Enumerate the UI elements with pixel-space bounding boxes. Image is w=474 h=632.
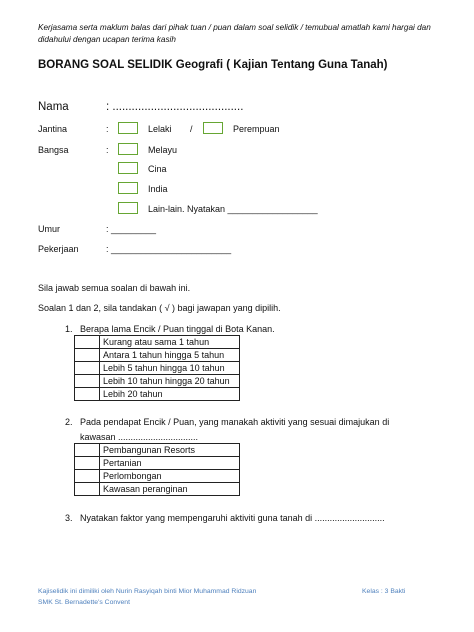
option-label: Perlombongan <box>100 470 240 483</box>
footer-owner: Kajiselidik ini dimiliki oleh Nurin Rasyiqah binti Mior Muhammad Ridzuan <box>38 588 257 595</box>
answer-cell[interactable] <box>75 362 100 375</box>
option-label: Lebih 20 tahun <box>100 388 240 401</box>
answer-cell[interactable] <box>75 388 100 401</box>
bangsa-colon: : <box>106 145 109 155</box>
footer-school: SMK St. Bernadette's Convent <box>38 599 130 606</box>
option-perempuan: Perempuan <box>233 124 280 134</box>
bangsa-label: Bangsa <box>38 145 69 155</box>
option-lelaki: Lelaki <box>148 124 172 134</box>
table-row <box>75 349 240 362</box>
option-label: Lebih 10 tahun hingga 20 tahun <box>100 375 240 388</box>
answer-cell[interactable] <box>75 349 100 362</box>
pekerjaan-input[interactable]: : ________________________ <box>106 244 232 254</box>
question-1-number: 1. <box>65 324 73 334</box>
umur-input[interactable]: : _________ <box>106 224 157 234</box>
question-3-text: Nyatakan faktor yang mempengaruhi aktiviti guna tanah di ............................ <box>80 513 385 523</box>
jantina-label: Jantina <box>38 124 68 134</box>
option-lain-lain[interactable]: Lain-lain. Nyatakan __________________ <box>148 204 318 214</box>
jantina-slash: / <box>190 124 193 134</box>
nama-input[interactable]: : ......................................... <box>106 101 244 113</box>
question-3-number: 3. <box>65 513 73 523</box>
jantina-colon: : <box>106 124 109 134</box>
footer-class: Kelas : 3 Bakti <box>362 588 406 595</box>
checkbox-melayu[interactable] <box>118 143 138 155</box>
option-label: Lebih 5 tahun hingga 10 tahun <box>100 362 240 375</box>
table-row <box>75 470 240 483</box>
option-india: India <box>148 184 168 194</box>
question-1-table <box>74 335 240 401</box>
instruction-1: Sila jawab semua soalan di bawah ini. <box>38 283 191 293</box>
table-row <box>75 336 240 349</box>
option-label: Pertanian <box>100 457 240 470</box>
form-title: BORANG SOAL SELIDIK Geografi ( Kajian Tentang Guna Tanah) <box>38 59 388 71</box>
option-label: Kurang atau sama 1 tahun <box>100 336 240 349</box>
answer-cell[interactable] <box>75 470 100 483</box>
pekerjaan-label: Pekerjaan <box>38 244 79 254</box>
option-melayu: Melayu <box>148 145 178 155</box>
question-1-text: Berapa lama Encik / Puan tinggal di Bota Kanan. <box>80 324 275 334</box>
option-label: Kawasan peranginan <box>100 483 240 496</box>
option-cina: Cina <box>148 164 167 174</box>
checkbox-lain-lain[interactable] <box>118 202 138 214</box>
option-label: Antara 1 tahun hingga 5 tahun <box>100 349 240 362</box>
answer-cell[interactable] <box>75 375 100 388</box>
answer-cell[interactable] <box>75 457 100 470</box>
table-row <box>75 375 240 388</box>
instruction-2: Soalan 1 dan 2, sila tandakan ( √ ) bagi jawapan yang dipilih. <box>38 303 281 313</box>
table-row <box>75 362 240 375</box>
answer-cell[interactable] <box>75 336 100 349</box>
table-row <box>75 457 240 470</box>
table-row <box>75 388 240 401</box>
checkbox-india[interactable] <box>118 182 138 194</box>
question-2-text-line1: Pada pendapat Encik / Puan, yang manakah aktiviti yang sesuai dimajukan di <box>80 417 390 427</box>
nama-label: Nama <box>38 101 69 113</box>
checkbox-perempuan[interactable] <box>203 122 223 134</box>
umur-label: Umur <box>38 224 60 234</box>
table-row <box>75 444 240 457</box>
answer-cell[interactable] <box>75 483 100 496</box>
table-row <box>75 483 240 496</box>
checkbox-lelaki[interactable] <box>118 122 138 134</box>
question-2-number: 2. <box>65 417 73 427</box>
intro-text: Kerjasama serta maklum balas dari pihak tuan / puan dalam soal selidik / temubual amatlah kami hargai dan didahului dengan ucapan terima kasih <box>38 23 431 44</box>
question-2-text-line2: kawasan ................................ <box>80 432 199 442</box>
question-2-table <box>74 443 240 496</box>
checkbox-cina[interactable] <box>118 162 138 174</box>
answer-cell[interactable] <box>75 444 100 457</box>
option-label: Pembangunan Resorts <box>100 444 240 457</box>
